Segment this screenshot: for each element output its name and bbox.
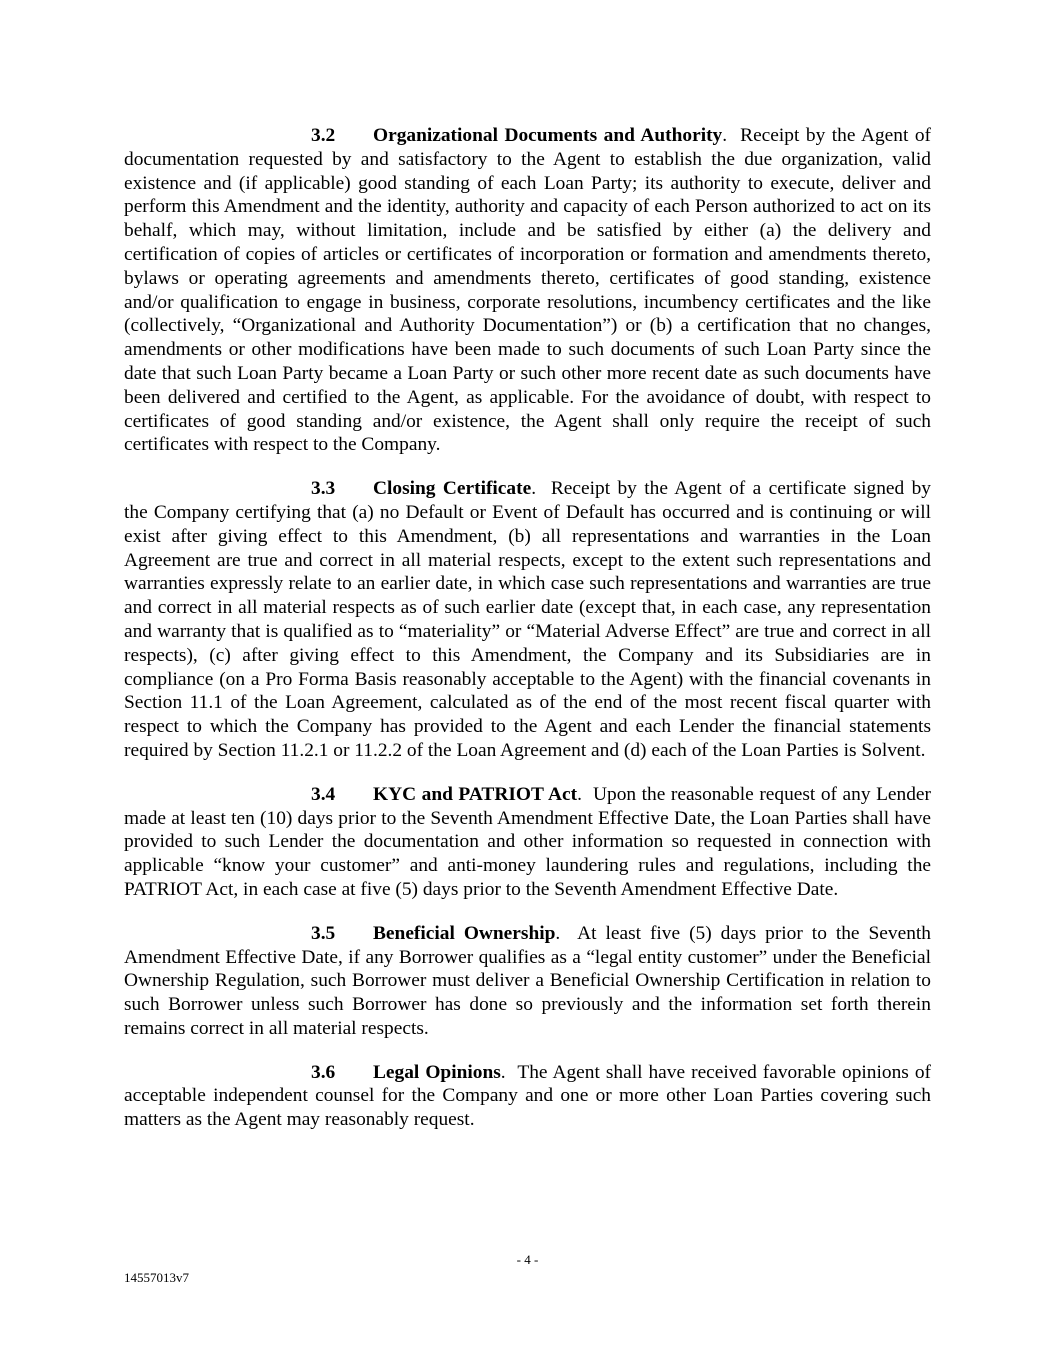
section-text: Upon the reasonable request of any Lender made at least ten (10) days prior to the Seventh Amendment Effective Date, the Loan Parties shall have provided to such Lender the documentation and other information so requested in connection with applicable “know your customer” and anti-money laundering rules and regulations, including the PATRIOT Act, in each case at five (5) days prior to the Seventh Amendment Effective Date.: [124, 783, 931, 900]
section-paragraph: 3.5 Beneficial Ownership. At least five (5) days prior to the Seventh Amendment Effective Date, if any Borrower qualifies as a “legal entity customer” under the Beneficial Ownership Regulation, such Borrower must deliver a Beneficial Ownership Certification in relation to such Borrower unless such Borrower has done so previously and the information set forth therein remains correct in all material respects.: [124, 922, 931, 1039]
section-number: 3.4: [311, 783, 336, 805]
section-number: 3.6: [311, 1061, 336, 1083]
page-number: - 4 -: [516, 1252, 539, 1267]
section-paragraph: 3.4 KYC and PATRIOT Act. Upon the reasonable request of any Lender made at least ten (10) days prior to the Seventh Amendment Effective Date, the Loan Parties shall have provided to such Lender the documentation and other information so requested in connection with applicable “know your customer” and anti-money laundering rules and regulations, including the PATRIOT Act, in each case at five (5) days prior to the Seventh Amendment Effective Date.: [124, 783, 931, 900]
section-number: 3.2: [311, 125, 336, 146]
section-3-5: [124, 922, 931, 1041]
section-number: 3.5: [311, 922, 336, 944]
section-number: 3.3: [311, 478, 336, 500]
section-3-2: [124, 124, 931, 457]
section-heading: Beneficial Ownership: [373, 922, 556, 944]
section-text: Receipt by the Agent of a certificate signed by the Company certifying that (a) no Default or Event of Default has occurred and is continuing or will exist after giving effect to this Amendment, (b) all representations and warranties in the Loan Agreement are true and correct in all material respects, except to the extent such representations and warranties expressly relate to an earlier date, in which case such representations and warranties are true and correct in all material respects as of such earlier date (except that, in each case, any representation and warranty that is qualified as to “materiality” or “Material Adverse Effect” are true and correct in all respects), (c) after giving effect to this Amendment, the Company and its Subsidiaries are in compliance (on a Pro Forma Basis reasonably acceptable to the Agent) with the financial covenants in Section 11.1 of the Loan Agreement, calculated as of the end of the most recent fiscal quarter with respect to which the Company has provided to the Agent and each Lender the financial statements required by Section 11.2.1 or 11.2.2 of the Loan Agreement and (d) each of the Loan Parties is Solvent.: [124, 478, 931, 761]
section-paragraph: 3.2 Organizational Documents and Authority. Receipt by the Agent of documentation requested by and satisfactory to the Agent to establish the due organization, valid existence and (if applicable) good standing of each Loan Party; its authority to execute, deliver and perform this Amendment and the identity, authority and capacity of each Person authorized to act on its behalf, which may, without limitation, include and be satisfied by either (a) the delivery and certification of copies of articles or certificates of incorporation or formation and amendments thereto, bylaws or operating agreements and amendments thereto, certificates of good standing, existence and/or qualification to engage in business, corporate resolutions, incumbency certificates and the like (collectively, “Organizational and Authority Documentation”) or (b) a certification that no changes, amendments or other modifications have been made to such documents of such Loan Party since the date that such Loan Party became a Loan Party or such other more recent date as such documents have been delivered and certified to the Agent, as applicable. For the avoidance of doubt, with respect to certificates of good standing and/or existence, the Agent shall only require the receipt of such certificates with respect to the Company.: [124, 125, 932, 456]
section-3-4: [124, 783, 931, 902]
section-heading: Legal Opinions: [373, 1061, 501, 1083]
section-paragraph: 3.3 Closing Certificate. Receipt by the Agent of a certificate signed by the Company certifying that (a) no Default or Event of Default has occurred and is continuing or will exist after giving effect to this Amendment, (b) all representations and warranties in the Loan Agreement are true and correct in all material respects, except to the extent such representations and warranties expressly relate to an earlier date, in which case such representations and warranties are true and correct in all material respects as of such earlier date (except that, in each case, any representation and warranty that is qualified as to “materiality” or “Material Adverse Effect” are true and correct in all respects), (c) after giving effect to this Amendment, the Company and its Subsidiaries are in compliance (on a Pro Forma Basis reasonably acceptable to the Agent) with the financial covenants in Section 11.1 of the Loan Agreement, calculated as of the end of the most recent fiscal quarter with respect to which the Company has provided to the Agent and each Lender the financial statements required by Section 11.2.1 or 11.2.2 of the Loan Agreement and (d) each of the Loan Parties is Solvent.: [124, 478, 931, 761]
section-3-3: [124, 477, 931, 763]
section-text: Receipt by the Agent of documentation requested by and satisfactory to the Agent to establish the due organization, valid existence and (if applicable) good standing of each Loan Party; its authority to execute, deliver and perform this Amendment and the identity, authority and capacity of each Person authorized to act on its behalf, which may, without limitation, include and be satisfied by either (a) the delivery and certification of copies of articles or certificates of incorporation or formation and amendments thereto, bylaws or operating agreements and amendments thereto, certificates of good standing, existence and/or qualification to engage in business, corporate resolutions, incumbency certificates and the like (collectively, “Organizational and Authority Documentation”) or (b) a certification that no changes, amendments or other modifications have been made to such documents of such Loan Party since the date that such Loan Party became a Loan Party or such other more recent date as such documents have been delivered and certified to the Agent, as applicable. For the avoidance of doubt, with respect to certificates of good standing and/or existence, the Agent shall only require the receipt of such certificates with respect to the Company.: [124, 125, 932, 456]
document-body: [124, 124, 931, 1152]
section-paragraph: 3.6 Legal Opinions. The Agent shall have received favorable opinions of acceptable independent counsel for the Company and one or more other Loan Parties covering such matters as the Agent may reasonably request.: [124, 1061, 931, 1131]
document-id: 14557013v7: [124, 1270, 189, 1285]
section-text: At least five (5) days prior to the Seventh Amendment Effective Date, if any Borrower qualifies as a “legal entity customer” under the Beneficial Ownership Regulation, such Borrower must deliver a Beneficial Ownership Certification in relation to such Borrower unless such Borrower has done so previously and the information set forth therein remains correct in all material respects.: [124, 922, 931, 1039]
section-heading: KYC and PATRIOT Act: [373, 783, 578, 805]
section-text: The Agent shall have received favorable opinions of acceptable independent counsel for the Company and one or more other Loan Parties covering such matters as the Agent may reasonably request.: [124, 1061, 931, 1131]
section-3-6: [124, 1061, 931, 1132]
section-heading: Closing Certificate: [373, 478, 532, 500]
section-heading: Organizational Documents and Authority: [373, 125, 723, 146]
